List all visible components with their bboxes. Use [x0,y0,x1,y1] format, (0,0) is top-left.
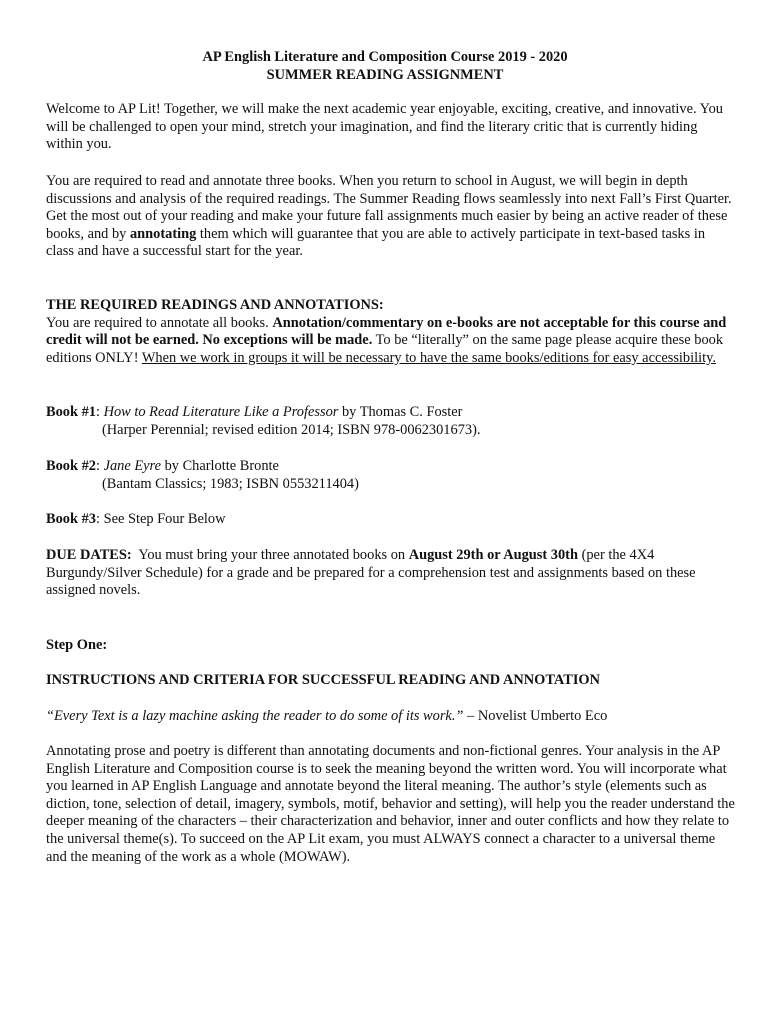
due-dates-paragraph: DUE DATES: You must bring your three annotated books on August 29th or August 30th (per the 4X4 Burgundy/Silver Schedule) for a grade and be prepared for a comprehension test and assignments based on these assigned novels. [46,547,696,599]
book-2: Book #2: Jane Eyre by Charlotte Bronte (Bantam Classics; 1983; ISBN 0553211404) [46,458,736,493]
assignment-title: SUMMER READING ASSIGNMENT [266,66,504,83]
readings-section [46,297,736,367]
course-title: AP English Literature and Composition Course 2019 - 2020 [202,49,568,65]
readings-heading: THE REQUIRED READINGS AND ANNOTATIONS: [46,297,384,313]
book-author: by Thomas C. Foster [338,404,463,420]
book-title: Jane Eyre [103,458,161,474]
instructions-heading: INSTRUCTIONS AND CRITERIA FOR SUCCESSFUL READING AND ANNOTATION [46,672,601,688]
welcome-paragraph: Welcome to AP Lit! Together, we will make the next academic year enjoyable, exciting, creative, and innovative. You will be challenged to open your mind, stretch your imagination, and find the literary critic that is currently hiding within you. [46,101,723,153]
book-author: by Charlotte Bronte [161,458,279,474]
book-3: Book #3: See Step Four Below [46,511,226,527]
book-label: Book #2 [46,458,96,474]
book-1: Book #1: How to Read Literature Like a Professor by Thomas C. Foster (Harper Perennial; revised edition 2014; ISBN 978-0062301673). [46,404,736,439]
readings-paragraph: You are required to annotate all books. Annotation/commentary on e-books are not acceptable for this course and credit will not be earned. No exceptions will be made. To be “literally” on the same page please acquire these book editions ONLY! When we work in groups it will be necessary to have the same books/editions for easy accessibility. [46,314,727,366]
book-edition: (Bantam Classics; 1983; ISBN 0553211404) [102,475,359,492]
book-label: Book #1 [46,404,96,420]
requirements-paragraph: You are required to read and annotate three books. When you return to school in August, we will begin in depth discussions and analysis of the required readings. The Summer Reading flows seamlessly into next Fall’s First Quarter. Get the most out of your reading and make your future fall assignments much easier by being an active reader of these books, and by annotating them which will guarantee that you are able to actively participate in text-based tasks in class and have a successful start for the year. [46,173,732,260]
due-dates-value: August 29th or August 30th [408,547,578,563]
document-title [0,49,770,84]
eco-quote: “Every Text is a lazy machine asking the reader to do some of its work.” – Novelist Umberto Eco [46,708,608,724]
book-title: How to Read Literature Like a Professor [103,404,339,420]
book-edition: (Harper Perennial; revised edition 2014; ISBN 978-0062301673). [102,421,481,438]
book-label: Book #3 [46,511,96,527]
step-one-heading: Step One: [46,637,108,653]
annotation-paragraph: Annotating prose and poetry is different than annotating documents and non-fictional genres. Your analysis in the AP English Literature and Composition course is to seek the meaning beyond the written word. You will incorporate what you learned in AP English Language and annotate beyond the literal meaning. The author’s style (elements such as diction, tone, selection of detail, imagery, symbols, motif, behavior and setting), will help you the reader understand the deeper meaning of the characters – their characterization and behavior, inner and outer conflicts and how they relate to the universal theme(s). To succeed on the AP Lit exam, you must ALWAYS connect a character to a universal theme and the meaning of the work as a whole (MOWAW). [46,743,735,865]
due-dates-label: DUE DATES: [46,547,132,563]
